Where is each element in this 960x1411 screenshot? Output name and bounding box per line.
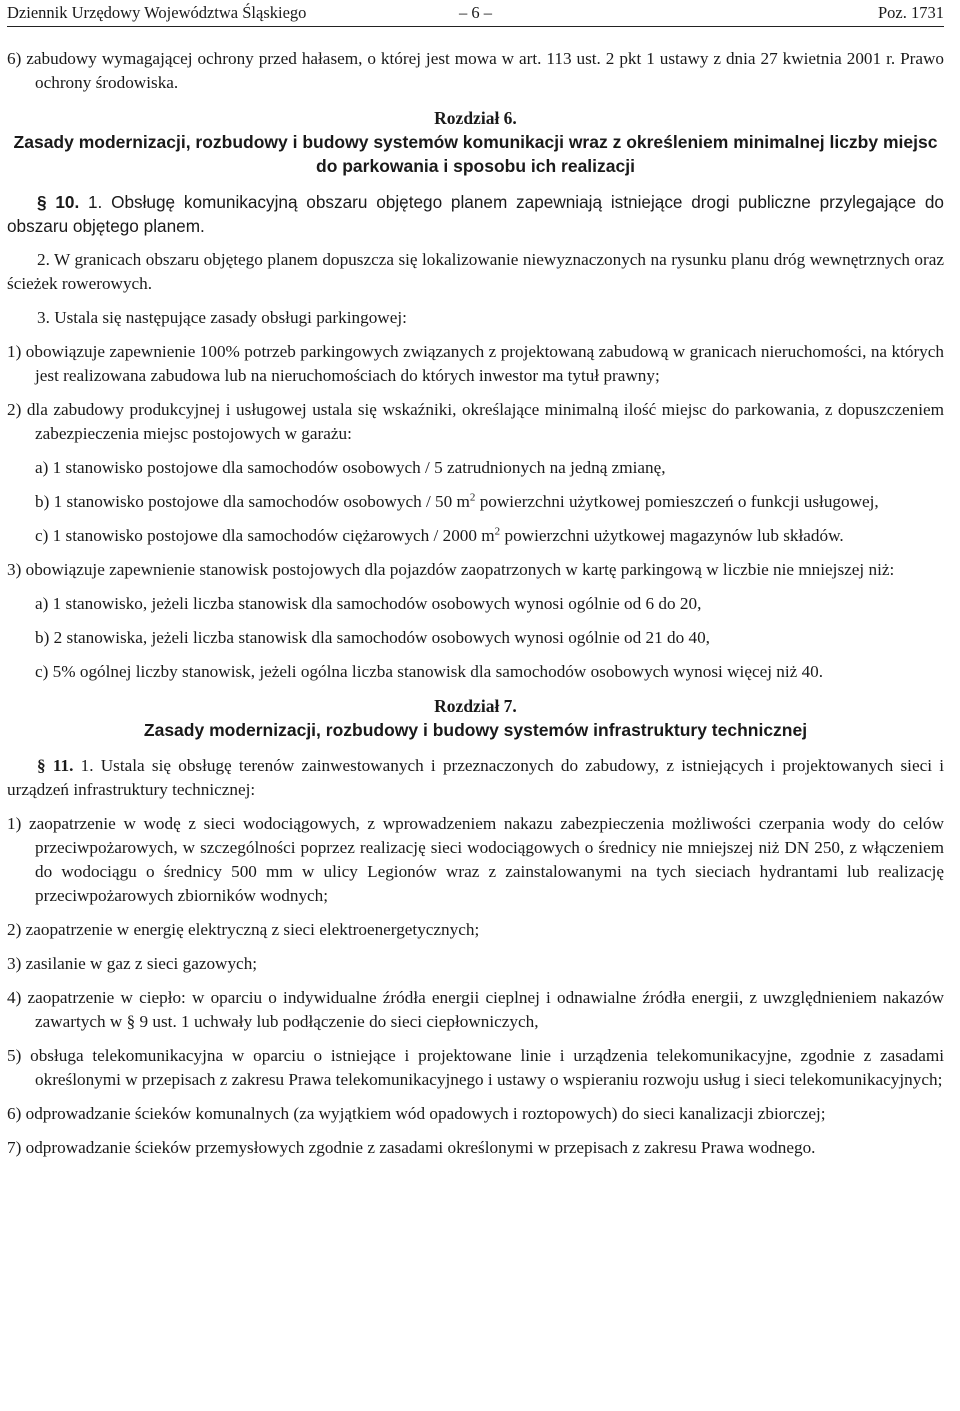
par-10-item-2b [7,490,944,514]
par-10-section-3: 3. Ustala się następujące zasady obsługi parkingowej: [37,308,407,327]
par-10-item-3b: b) 2 stanowiska, jeżeli liczba stanowisk dla samochodów osobowych wynosi ogólnie od 21 do 40, [35,628,710,647]
chapter-6-title: Zasady modernizacji, rozbudowy i budowy systemów komunikacji wraz z określeniem minimalnej liczby miejsc do parkowania i sposobu ich realizacji [13,132,938,176]
item-2b-superscript: 2 [469,491,476,504]
par-10-item-2a: a) 1 stanowisko postojowe dla samochodów osobowych / 5 zatrudnionych na jedną zmianę, [35,458,666,477]
par-10-item-1: 1) obowiązuje zapewnienie 100% potrzeb parkingowych związanych z projektowaną zabudową w granicach nieruchomości, na których jest realizowana zabudowa lub na nieruchomościach do których inwestor ma tytuł prawny; [7,342,944,385]
item-2c-text-a: c) 1 stanowisko postojowe dla samochodów ciężarowych / 2000 m [35,526,495,545]
par-11-item-1: 1) zaopatrzenie w wodę z sieci wodociągowych, z wprowadzeniem nakazu zabezpieczenia możliwości czerpania wody do celów przeciwpożarowych, w szczególności poprzez realizację sieci wodociągowych o średnicy nie mniejszej niż DN 250, z włączeniem do wodociągu o średnicy 500 mm w ulicy Legionów wraz z zainstalowanymi na tych sieciach hydrantami lub realizację przeciwpożarowych zbiorników wodnych; [7,814,944,905]
item-2c-text-b: powierzchni użytkowej magazynów lub składów. [500,526,844,545]
par-10-item-3: 3) obowiązuje zapewnienie stanowisk postojowych dla pojazdów zaopatrzonych w kartę parkingową w liczbie nie mniejszej niż: [7,560,895,579]
par-10-item-3a: a) 1 stanowisko, jeżeli liczba stanowisk dla samochodów osobowych wynosi ogólnie od 6 do 20, [35,594,702,613]
page-header [7,2,944,27]
chapter-7-label: Rozdział 7. [434,696,517,716]
par-11-item-2: 2) zaopatrzenie w energię elektryczną z sieci elektroenergetycznych; [7,920,480,939]
chapter-6-label: Rozdział 6. [434,108,517,128]
position-number: Poz. 1731 [878,3,944,22]
par-11-item-7: 7) odprowadzanie ścieków przemysłowych zgodnie z zasadami określonymi w przepisach z zakresu Prawa wodnego. [7,1138,816,1157]
document-body [7,47,944,1160]
item-2c-superscript: 2 [494,525,501,538]
par-10-section-2: 2. W granicach obszaru objętego planem dopuszcza się lokalizowanie niewyznaczonych na rysunku planu dróg wewnętrznych oraz ścieżek rowerowych. [7,250,944,293]
par-11-item-3: 3) zasilanie w gaz z sieci gazowych; [7,954,258,973]
par-11-item-4: 4) zaopatrzenie w ciepło: w oparciu o indywidualne źródła energii cieplnej i odnawialne źródła energii, z uwzględnieniem nakazów zawartych w § 9 ust. 1 uchwały lub podłączenie do sieci ciepłowniczych, [7,988,944,1031]
par-11-section-1 [7,754,944,802]
par-11-text-1: 1. Ustala się obsługę terenów zainwestowanych i przeznaczonych do zabudowy, z istniejących i projektowanych sieci i urządzeń infrastruktury technicznej: [7,756,945,799]
page-number: – 6 – [459,3,492,22]
chapter-6-heading [7,106,944,178]
item-2b-text-b: powierzchni użytkowej pomieszczeń o funkcji usługowej, [475,492,879,511]
par-11-item-6: 6) odprowadzanie ścieków komunalnych (za wyjątkiem wód opadowych i roztopowych) do sieci kanalizacji zbiorczej; [7,1104,826,1123]
par-10-section-1 [7,190,944,238]
journal-title: Dziennik Urzędowy Województwa Śląskiego [7,3,307,22]
chapter-7-title: Zasady modernizacji, rozbudowy i budowy systemów infrastruktury technicznej [143,720,808,740]
item-2b-text-a: b) 1 stanowisko postojowe dla samochodów osobowych / 50 m [35,492,470,511]
par-11-number: § 11. [37,756,74,775]
intro-item-6: 6) zabudowy wymagającej ochrony przed hałasem, o której jest mowa w art. 113 ust. 2 pkt 1 ustawy z dnia 27 kwietnia 2001 r. Prawo ochrony środowiska. [7,49,944,92]
par-10-item-3c: c) 5% ogólnej liczby stanowisk, jeżeli ogólna liczba stanowisk dla samochodów osobowych wynosi więcej niż 40. [35,662,824,681]
par-11-item-5: 5) obsługa telekomunikacyjna w oparciu o istniejące i projektowane linie i urządzenia telekomunikacyjne, zgodnie z zasadami określonymi w przepisach z zakresu Prawa telekomunikacyjnego i ustawy o wspieraniu rozwoju usług i sieci telekomunikacyjnych; [7,1046,944,1089]
par-10-item-2: 2) dla zabudowy produkcyjnej i usługowej ustala się wskaźniki, określające minimalną ilość miejsc do parkowania, z dopuszczeniem zabezpieczenia miejsc postojowych w garażu: [7,400,944,443]
chapter-7-heading [7,694,944,742]
par-10-number: § 10. [37,192,80,212]
par-10-item-2c [7,524,944,548]
par-10-text-1: 1. Obsługę komunikacyjną obszaru objętego planem zapewniają istniejące drogi publiczne przylegające do obszaru objętego planem. [7,192,944,236]
